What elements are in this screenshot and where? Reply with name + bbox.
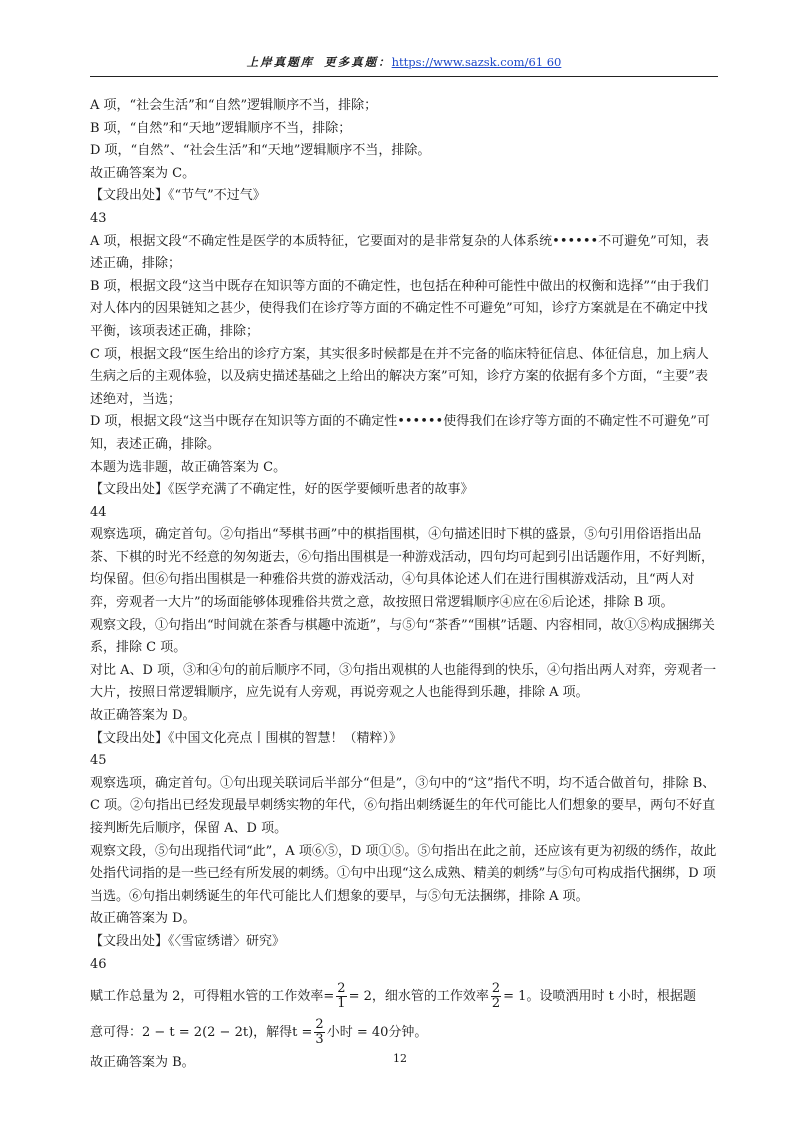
q46-line2-pre: 意可得：2 − t = 2(2 − 2t)，解得t = bbox=[90, 1025, 313, 1041]
answer-46: 故正确答案为 B。 bbox=[90, 1055, 195, 1071]
answer-44: 故正确答案为 D。 bbox=[90, 708, 196, 724]
answer-43: 本题为选非题，故正确答案为 C。 bbox=[90, 459, 287, 475]
q44-paragraph-2: 观察文段，①句指出“时间就在茶香与棋趣中流逝”，与⑤句“茶香”“围棋”话题、内容相同，故①⑤构成捆绑关系，排除 C 项。 bbox=[90, 617, 715, 656]
fraction-thin-pipe: $\frac{2}{2}$ bbox=[491, 981, 501, 1012]
fraction-solution: $\frac{2}{3}$ bbox=[315, 1017, 324, 1048]
q46-eq2: = 1。设喷洒用时 t 小时，根据题 bbox=[503, 989, 696, 1005]
source-45: 【文段出处】《〈雪宧绣谱〉研究》 bbox=[90, 933, 286, 949]
option-a-analysis: A 项，“社会生活”和“自然”逻辑顺序不当，排除； bbox=[90, 98, 378, 113]
question-number-43: 43 bbox=[90, 210, 107, 226]
answer-42: 故正确答案为 C。 bbox=[90, 165, 196, 181]
page-header bbox=[90, 54, 718, 77]
q43-option-b: B 项，根据文段“这当中既存在知识等方面的不确定性，也包括在种种可能性中做出的权衡和选择”“由于我们对人体内的因果链知之甚少，使得我们在诊疗等方面的不确定性不可避免”可知，诊疗方案就是在不确定中找平衡，该项表述正确，排除； bbox=[90, 278, 709, 339]
q43-option-c: C 项，根据文段“医生给出的诊疗方案，其实很多时候都是在并不完备的临床特征信息、体征信息，加上病人生病之后的主观体验，以及病史描述基础之上给出的解决方案”可知，诊疗方案的依据有多个方面，“主要”表述绝对，当选； bbox=[90, 346, 709, 407]
q44-paragraph-1: 观察选项，确定首句。②句指出“琴棋书画”中的棋指围棋，④句描述旧时下棋的盛景，⑤句引用俗语指出品茶、下棋的时光不经意的匆匆逝去，⑥句指出围棋是一种游戏活动，四句均可起到引出话题作用，不好判断，均保留。但⑥句指出围棋是一种雅俗共赏的游戏活动，④句具体论述人们在进行围棋游戏活动，且“两人对弈，旁观者一大片”的场面能够体现雅俗共赏之意，故按照日常逻辑顺序④应在⑥后论述，排除 B 项。 bbox=[90, 527, 715, 611]
option-b-analysis: B 项，“自然”和“天地”逻辑顺序不当，排除； bbox=[90, 120, 352, 136]
q46-equation-line-2 bbox=[90, 1018, 718, 1048]
page-content bbox=[90, 95, 718, 1075]
source-44: 【文段出处】《中国文化亮点丨围棋的智慧！（精粹）》 bbox=[90, 730, 403, 746]
question-number-45: 45 bbox=[90, 753, 107, 769]
question-number-44: 44 bbox=[90, 504, 107, 520]
q43-option-a: A 项，根据文段“不确定性是医学的本质特征，它要面对的是非常复杂的人体系统••••••不可避免”可知，表述正确，排除； bbox=[90, 233, 709, 272]
q45-paragraph-2: 观察文段，⑤句出现指代词“此”，A 项⑥⑤，D 项①⑤。⑤句指出在此之前，还应该有更为初级的绣作，故此处指代词指的是一些已经有所发展的刺绣。①句中出现“这么成熟、精美的刺绣”与⑤句可构成指代捆绑，D 项当选。⑥句指出刺绣诞生的年代可能比人们想象的要早，与⑤句无法捆绑，排除 A 项。 bbox=[90, 843, 717, 904]
q46-intro: 赋工作总量为 2，可得粗水管的工作效率= bbox=[90, 989, 335, 1005]
source-43: 【文段出处】《医学充满了不确定性，好的医学要倾听患者的故事》 bbox=[90, 482, 474, 498]
page-number: 12 bbox=[393, 1052, 407, 1065]
option-d-analysis: D 项，“自然”、“社会生活”和“天地”逻辑顺序不当，排除。 bbox=[90, 143, 431, 159]
q46-equation-line-1 bbox=[90, 982, 718, 1012]
header-more-label: 更多真题： bbox=[324, 55, 392, 69]
q45-paragraph-1: 观察选项，确定首句。①句出现关联词后半部分“但是”，③句中的“这”指代不明，均不适合做首句，排除 B、C 项。②句指出已经发现最早刺绣实物的年代，⑥句指出刺绣诞生的年代可能比人们想象的要早，两句不好直接判断先后顺序，保留 A、D 项。 bbox=[90, 775, 716, 836]
header-brand: 上岸真题库 bbox=[246, 55, 315, 69]
q46-eq1: = 2，细水管的工作效率 bbox=[348, 989, 489, 1005]
q43-option-d: D 项，根据文段“这当中既存在知识等方面的不确定性••••••使得我们在诊疗等方面的不确定性不可避免”可知，表述正确，排除。 bbox=[90, 414, 710, 452]
fraction-thick-pipe: $\frac{2}{1}$ bbox=[337, 981, 346, 1012]
header-url-link[interactable]: https://www.sazsk.com/61 60 bbox=[391, 55, 562, 69]
question-number-46: 46 bbox=[90, 956, 107, 972]
source-42: 【文段出处】《“节气”不过气》 bbox=[90, 188, 266, 204]
q46-line2-post: 小时 = 40分钟。 bbox=[326, 1025, 428, 1041]
q44-paragraph-3: 对比 A、D 项，③和④句的前后顺序不同，③句指出观棋的人也能得到的快乐，④句指出两人对弈，旁观者一大片，按照日常逻辑顺序，应先说有人旁观，再说旁观之人也能得到乐趣，排除 A 项。 bbox=[90, 662, 717, 701]
answer-45: 故正确答案为 D。 bbox=[90, 911, 196, 927]
